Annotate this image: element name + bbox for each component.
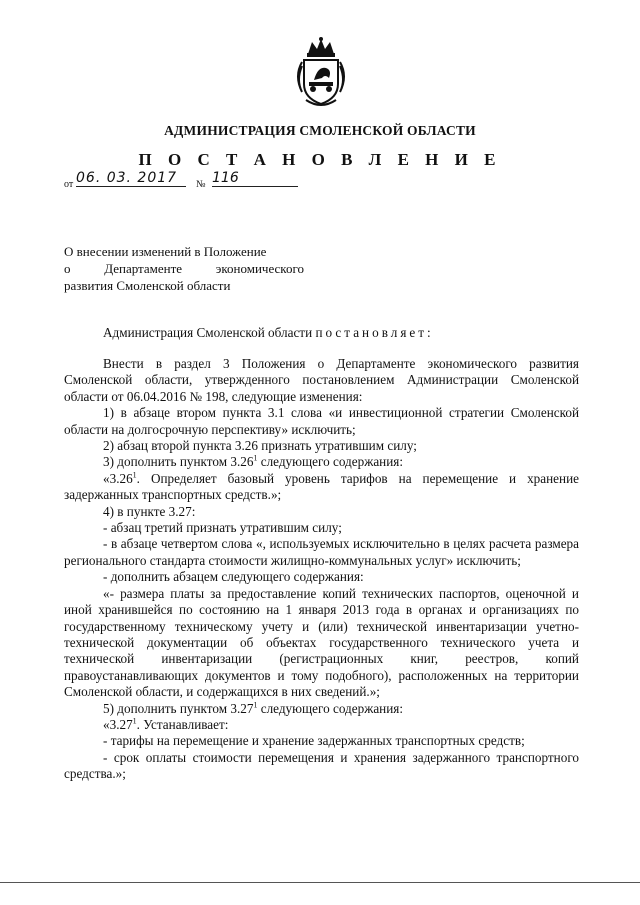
paragraph: 5) дополнить пунктом 3.27$^1$ следующего содержания: [103, 700, 404, 716]
paragraph: 4) в пункте 3.27: [103, 503, 196, 519]
organization-name: АДМИНИСТРАЦИЯ СМОЛЕНСКОЙ ОБЛАСТИ [164, 123, 476, 138]
date-prefix: от [64, 179, 74, 190]
number-prefix: № [196, 179, 206, 190]
document-date: 06. 03. 2017 [76, 170, 186, 187]
paragraph: «3.27$^1$. Устанавливает: [103, 716, 229, 732]
document-number: 116 [212, 170, 298, 187]
paragraph: - абзац третий признать утратившим силу; [103, 520, 342, 536]
paragraph: «3.26$^1$. Определяет базовый уровень тарифов на перемещение и хранение задержанных транспортных средств.»; [64, 470, 579, 503]
paragraph: - тарифы на перемещение и хранение задержанных транспортных средств; [103, 733, 525, 749]
document-body [64, 356, 579, 783]
decree-statement [103, 325, 434, 341]
decree-verb: постановляет: [315, 325, 434, 340]
document-type-title: П О С Т А Н О В Л Е Н И Е [138, 150, 502, 169]
subject-line-1: О внесении изменений в Положение [64, 244, 267, 259]
document-subject [64, 243, 304, 294]
subject-word: о [64, 261, 71, 276]
paragraph: - в абзаце четвертом слова «, используемых исключительно в целях расчета размера регионального стандарта стоимости жилищно-коммунальных услуг» исключить; [64, 536, 579, 568]
page-bottom-divider [0, 882, 640, 883]
paragraph: - дополнить абзацем следующего содержания: [103, 569, 364, 585]
paragraph: 1) в абзаце втором пункта 3.1 слова «и инвестиционной стратегии Смоленской области на долгосрочную перспективу» исключить; [64, 405, 579, 437]
subject-word: экономического [215, 261, 304, 276]
subject-line-2 [64, 260, 304, 277]
decree-lead: Администрация Смоленской области [103, 325, 313, 340]
paragraph: 2) абзац второй пункта 3.26 признать утратившим силу; [103, 438, 417, 454]
subject-line-3: развития Смоленской области [64, 278, 231, 293]
paragraph: Внести в раздел 3 Положения о Департаменте экономического развития Смоленской области, утвержденного постановлением Администрации Смоленской области от 06.04.2016 № 198, следующие изменения: [64, 356, 579, 404]
paragraph: - срок оплаты стоимости перемещения и хранения задержанного транспортного средства.»; [64, 749, 579, 782]
subject-word: Департаменте [104, 261, 183, 276]
paragraph: «- размера платы за предоставление копий технических паспортов, оценочной и иной хранившейся по состоянию на 1 января 2013 года в органах и организациях по государственному техническому учету и (или) технической инвентаризации учетно-технической документации об объектах государственного технического учета и технической инвентаризации (регистрационных книг, реестров, копий правоустанавливающих документов и тому подобного), расположенных на территории Смоленской области, и содержащихся в них сведений.»; [64, 585, 579, 700]
coat-of-arms-icon [292, 36, 350, 108]
paragraph: 3) дополнить пунктом 3.26$^1$ следующего содержания: [103, 454, 404, 470]
